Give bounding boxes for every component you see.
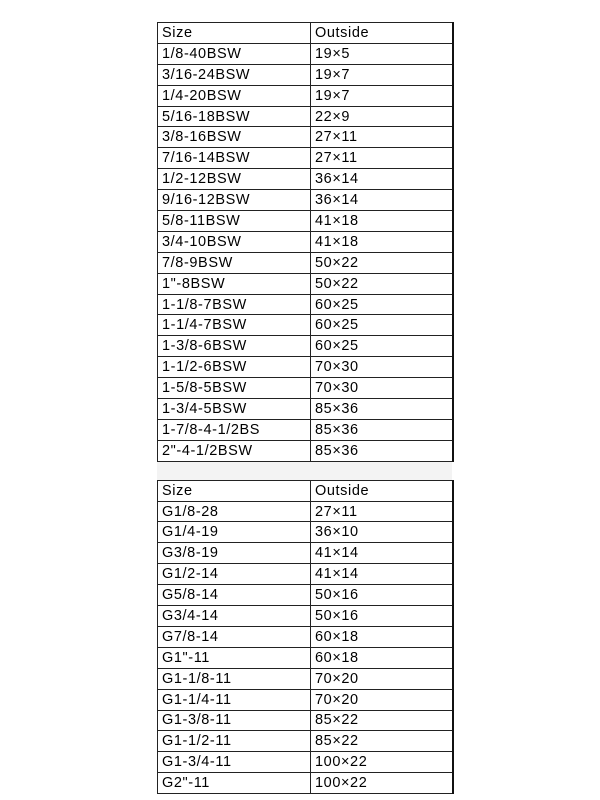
table-row [158,273,453,294]
table-row [158,148,453,169]
size-cell: 1/4-20BSW [158,85,311,106]
table-row [158,585,453,606]
outside-cell: 27×11 [311,148,453,169]
table-row [158,626,453,647]
size-cell: 5/8-11BSW [158,211,311,232]
size-cell: G3/8-19 [158,543,311,564]
outside-cell: 22×9 [311,106,453,127]
table-row [158,315,453,336]
table-row [158,357,453,378]
bsw-table-body [158,23,453,462]
size-cell: G1/4-19 [158,522,311,543]
table-row [158,294,453,315]
size-cell: G1-1/8-11 [158,668,311,689]
table-row [158,689,453,710]
table-row [158,668,453,689]
outside-cell: 70×30 [311,357,453,378]
table-row [158,336,453,357]
size-cell: G1-1/2-11 [158,731,311,752]
outside-cell: 85×36 [311,440,453,461]
outside-cell: 70×30 [311,378,453,399]
size-cell: 3/8-16BSW [158,127,311,148]
g-size-table [157,480,454,794]
outside-cell: 50×16 [311,606,453,627]
outside-column-header: Outside [311,23,453,44]
outside-cell: 70×20 [311,668,453,689]
outside-cell: 100×22 [311,752,453,773]
outside-cell: 70×20 [311,689,453,710]
size-cell: 1-5/8-5BSW [158,378,311,399]
outside-cell: 19×7 [311,85,453,106]
outside-cell: 50×22 [311,252,453,273]
size-cell: 7/16-14BSW [158,148,311,169]
table-row [158,773,453,794]
outside-cell: 50×16 [311,585,453,606]
table-row [158,440,453,461]
table-row [158,647,453,668]
table-row [158,564,453,585]
table-row [158,43,453,64]
outside-cell: 27×11 [311,127,453,148]
size-column-header: Size [158,23,311,44]
size-cell: 1-1/2-6BSW [158,357,311,378]
outside-cell: 85×36 [311,419,453,440]
size-cell: 1/2-12BSW [158,169,311,190]
size-cell: G1-3/8-11 [158,710,311,731]
outside-cell: 85×36 [311,399,453,420]
size-cell: G1/8-28 [158,501,311,522]
size-cell: 1-1/4-7BSW [158,315,311,336]
size-cell: G5/8-14 [158,585,311,606]
size-cell: 7/8-9BSW [158,252,311,273]
size-cell: 1-3/4-5BSW [158,399,311,420]
size-cell: G2"-11 [158,773,311,794]
outside-cell: 60×25 [311,336,453,357]
size-cell: 1-7/8-4-1/2BS [158,419,311,440]
table-row [158,606,453,627]
size-cell: 1-1/8-7BSW [158,294,311,315]
table-row [158,752,453,773]
table-row [158,378,453,399]
table-row [158,190,453,211]
outside-cell: 41×18 [311,231,453,252]
outside-cell: 36×14 [311,190,453,211]
header-row [158,23,453,44]
outside-cell: 60×18 [311,647,453,668]
outside-cell: 41×14 [311,543,453,564]
table-row [158,211,453,232]
outside-cell: 27×11 [311,501,453,522]
size-cell: G3/4-14 [158,606,311,627]
outside-cell: 60×25 [311,294,453,315]
size-column-header: Size [158,480,311,501]
outside-cell: 100×22 [311,773,453,794]
size-tables-sheet [157,22,452,794]
size-cell: 2"-4-1/2BSW [158,440,311,461]
size-cell: G1-3/4-11 [158,752,311,773]
table-row [158,710,453,731]
outside-cell: 60×18 [311,626,453,647]
outside-cell: 41×18 [311,211,453,232]
table-row [158,419,453,440]
outside-cell: 36×10 [311,522,453,543]
outside-cell: 36×14 [311,169,453,190]
size-cell: G7/8-14 [158,626,311,647]
outside-cell: 85×22 [311,731,453,752]
table-row [158,85,453,106]
size-cell: 3/4-10BSW [158,231,311,252]
size-cell: 3/16-24BSW [158,64,311,85]
table-row [158,399,453,420]
size-cell: 9/16-12BSW [158,190,311,211]
outside-cell: 50×22 [311,273,453,294]
size-cell: G1-1/4-11 [158,689,311,710]
outside-cell: 41×14 [311,564,453,585]
table-row [158,501,453,522]
g-table-body [158,480,453,793]
table-row [158,64,453,85]
table-row [158,127,453,148]
size-cell: 1/8-40BSW [158,43,311,64]
size-cell: 1"-8BSW [158,273,311,294]
outside-cell: 19×5 [311,43,453,64]
table-row [158,231,453,252]
table-row [158,522,453,543]
outside-column-header: Outside [311,480,453,501]
table-separator [157,462,452,480]
table-row [158,106,453,127]
table-row [158,252,453,273]
header-row [158,480,453,501]
table-row [158,731,453,752]
outside-cell: 19×7 [311,64,453,85]
table-row [158,169,453,190]
outside-cell: 85×22 [311,710,453,731]
bsw-size-table [157,22,454,462]
outside-cell: 60×25 [311,315,453,336]
table-row [158,543,453,564]
size-cell: G1"-11 [158,647,311,668]
size-cell: G1/2-14 [158,564,311,585]
size-cell: 5/16-18BSW [158,106,311,127]
size-cell: 1-3/8-6BSW [158,336,311,357]
